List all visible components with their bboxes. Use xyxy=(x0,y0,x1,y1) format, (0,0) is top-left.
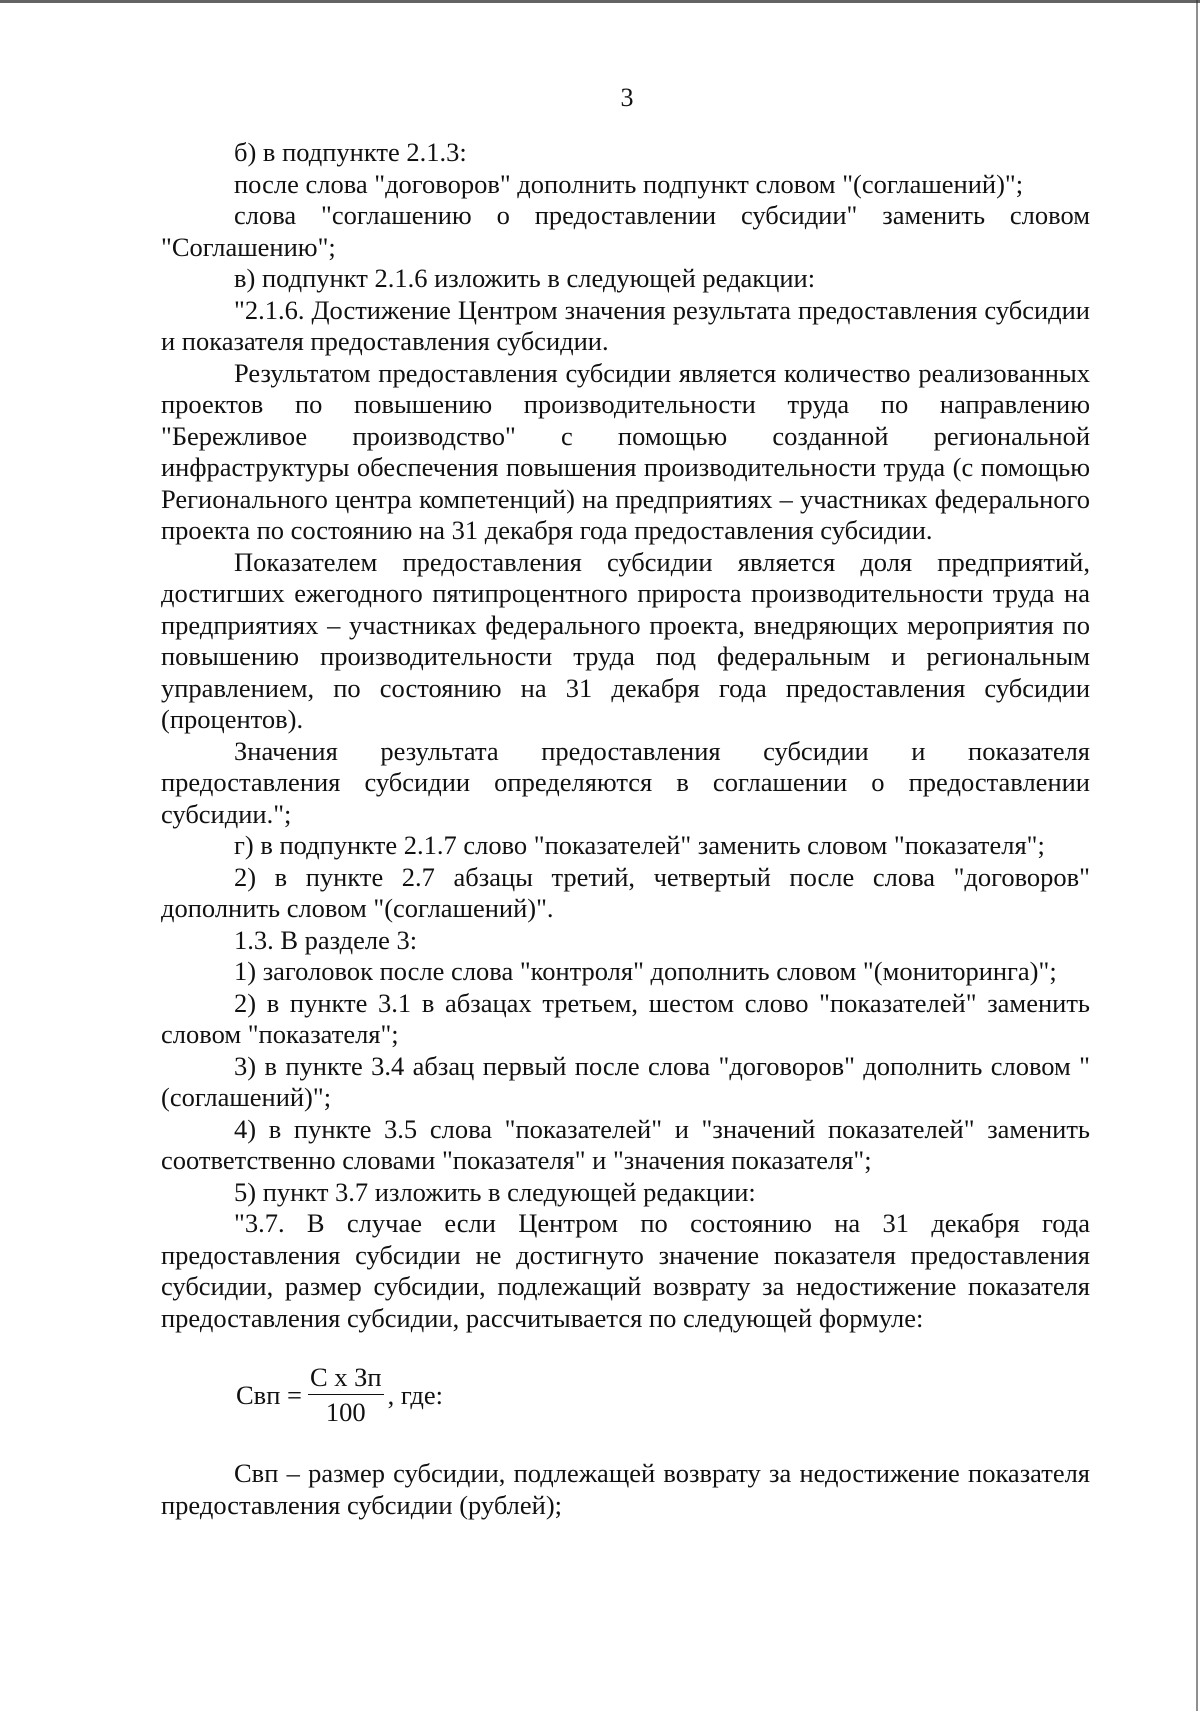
paragraph: 2) в пункте 3.1 в абзацах третьем, шестом слово "показателей" заменить словом "показателя"; xyxy=(161,987,1090,1049)
formula-suffix: , где: xyxy=(387,1379,444,1410)
paragraph: после слова "договоров" дополнить подпункт словом "(соглашений)"; xyxy=(234,168,1024,199)
paragraph: 2) в пункте 2.7 абзацы третий, четвертый после слова "договоров" дополнить словом "(соглашений)". xyxy=(161,861,1090,923)
paragraph: Показателем предоставления субсидии является доля предприятий, достигших ежегодного пятипроцентного прироста производительности труда на предприятиях – участниках федерального проекта, внедряющих мероприятия по повышению производительности труда под федеральным и региональным управлением, по состоянию на 31 декабря года предоставления субсидии (процентов). xyxy=(161,546,1090,734)
paragraph: в) подпункт 2.1.6 изложить в следующей редакции: xyxy=(234,263,816,293)
formula-fraction xyxy=(308,1362,384,1428)
paragraph: 1.3. В разделе 3: xyxy=(234,924,418,955)
paragraph: 5) пункт 3.7 изложить в следующей редакции: xyxy=(234,1176,756,1207)
paragraph: "2.1.6. Достижение Центром значения результата предоставления субсидии и показателя предоставления субсидии. xyxy=(161,294,1090,356)
paragraph: Значения результата предоставления субсидии и показателя предоставления субсидии определяются в соглашении о предоставлении субсидии."; xyxy=(161,735,1090,829)
document-body xyxy=(161,137,1090,1521)
scan-top-edge xyxy=(0,0,1200,3)
formula-lhs: Свп = xyxy=(236,1379,302,1410)
paragraph: Свп – размер субсидии, подлежащей возврату за недостижение показателя предоставления субсидии (рублей); xyxy=(161,1458,1090,1520)
paragraph: г) в подпункте 2.1.7 слово "показателей" заменить словом "показателя"; xyxy=(234,830,1045,860)
paragraph: 4) в пункте 3.5 слова "показателей" и "значений показателей" заменить соответственно словами "показателя" и "значения показателя"; xyxy=(161,1113,1090,1175)
refund-formula xyxy=(236,1362,1090,1428)
formula-denominator: 100 xyxy=(325,1397,366,1427)
paragraph: б) в подпункте 2.1.3: xyxy=(234,137,467,167)
paragraph: 1) заголовок после слова "контроля" дополнить словом "(мониторинга)"; xyxy=(234,956,1057,986)
formula-numerator: С х Зп xyxy=(308,1362,384,1395)
paragraph: Результатом предоставления субсидии является количество реализованных проектов по повышению производительности труда по направлению "Бережливое производство" с помощью созданной региональной инфраструктуры обеспечения повышения производительности труда (с помощью Регионального центра компетенций) на предприятиях – участниках федерального проекта по состоянию на 31 декабря года предоставления субсидии. xyxy=(161,357,1090,545)
paragraph: "3.7. В случае если Центром по состоянию на 31 декабря года предоставления субсидии не достигнуто значение показателя предоставления субсидии, размер субсидии, подлежащий возврату за недостижение показателя предоставления субсидии, рассчитывается по следующей формуле: xyxy=(161,1208,1090,1333)
paragraph: 3) в пункте 3.4 абзац первый после слова "договоров" дополнить словом "(соглашений)"; xyxy=(161,1050,1090,1112)
page-number: 3 xyxy=(620,83,634,112)
paragraph: слова "соглашению о предоставлении субсидии" заменить словом "Соглашению"; xyxy=(161,200,1090,262)
scan-right-edge xyxy=(1196,0,1198,1711)
